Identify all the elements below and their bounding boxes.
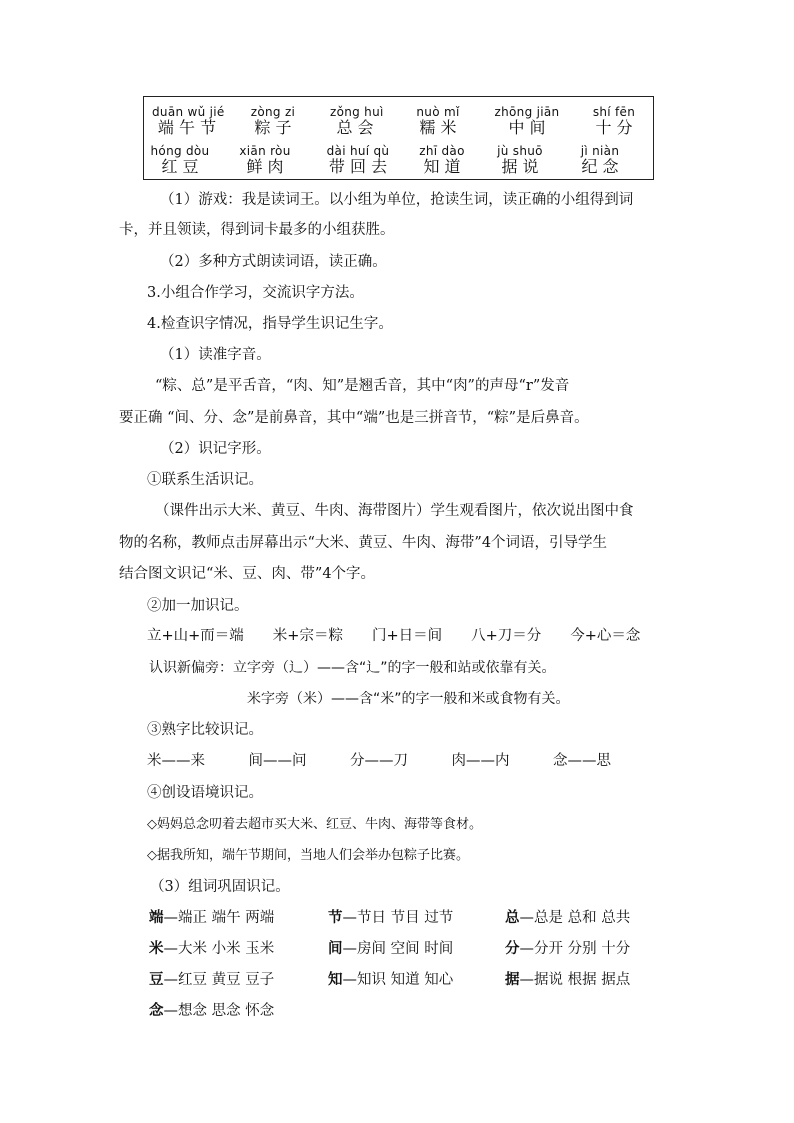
pinyin: dài huí qù bbox=[326, 144, 390, 158]
hanzi: 粽 子 bbox=[254, 118, 292, 137]
vocab-word bbox=[586, 105, 642, 137]
hanzi: 纪 念 bbox=[581, 157, 619, 176]
group-char: 间 bbox=[328, 941, 343, 957]
vocab-word bbox=[413, 105, 463, 137]
paragraph-line: 立+山+而＝端 米+宗＝粽 门+日＝间 八+刀＝分 今+心＝念 bbox=[147, 628, 641, 644]
vocab-word bbox=[152, 105, 225, 137]
paragraph-line: 结合图文识记“米、豆、肉、带”4个字。 bbox=[119, 566, 376, 582]
word-group bbox=[328, 939, 453, 959]
word-group bbox=[149, 908, 274, 928]
hanzi: 红 豆 bbox=[161, 157, 199, 176]
paragraph-line: 物的名称，教师点击屏幕出示“大米、黄豆、牛肉、海带”4个词语，引导学生 bbox=[119, 535, 608, 551]
group-char: 分 bbox=[505, 941, 520, 957]
vocab-word bbox=[487, 105, 567, 137]
paragraph-line: ①联系生活识记。 bbox=[147, 472, 263, 488]
group-char: 总 bbox=[505, 910, 520, 926]
group-words: —节日 节目 过节 bbox=[342, 910, 454, 926]
group-words: —红豆 黄豆 豆子 bbox=[163, 972, 275, 988]
paragraph-line: （2）多种方式朗读词语，读正确。 bbox=[160, 254, 387, 270]
paragraph-line: 米字旁（⽶）——含“⽶”的字一般和米或食物有关。 bbox=[247, 691, 570, 707]
hanzi: 端 午 节 bbox=[157, 118, 217, 137]
pinyin: zòng zi bbox=[250, 105, 296, 119]
group-words: —知识 知道 知心 bbox=[342, 972, 454, 988]
pinyin: hóng dòu bbox=[150, 144, 210, 158]
pinyin: shí fēn bbox=[592, 105, 636, 119]
group-char: 据 bbox=[505, 972, 520, 988]
group-words: —房间 空间 时间 bbox=[342, 941, 454, 957]
pinyin: duān wǔ jié bbox=[152, 105, 225, 119]
pinyin: zhōng jiān bbox=[494, 105, 560, 119]
paragraph-line: 认识新偏旁：立字旁（⻌）——含“⻌”的字一般和站或依靠有关。 bbox=[149, 660, 556, 676]
hanzi: 十 分 bbox=[595, 118, 633, 137]
paragraph-line: （1）读准字音。 bbox=[160, 347, 271, 363]
hanzi: 据 说 bbox=[501, 157, 539, 176]
word-group bbox=[505, 908, 630, 928]
vocab-word bbox=[232, 144, 298, 176]
group-char: 端 bbox=[149, 910, 164, 926]
paragraph-line: “粽、总”是平舌音，“肉、知”是翘舌音，其中“肉”的声母“r”发音 bbox=[155, 378, 570, 394]
vocab-word bbox=[490, 144, 550, 176]
paragraph-line: 卡，并且领读，得到词卡最多的小组获胜。 bbox=[119, 222, 395, 238]
vocabulary-box bbox=[143, 96, 654, 180]
group-char: 念 bbox=[149, 1003, 164, 1019]
group-char: 节 bbox=[328, 910, 343, 926]
hanzi: 带 回 去 bbox=[328, 157, 388, 176]
vocab-word bbox=[318, 144, 398, 176]
word-group bbox=[328, 908, 453, 928]
group-words: —分开 分别 十分 bbox=[519, 941, 631, 957]
paragraph-line: 要正确 “间、分、念”是前鼻音，其中“端”也是三拼音节，“粽”是后鼻音。 bbox=[119, 410, 589, 426]
hanzi: 鲜 肉 bbox=[246, 157, 284, 176]
paragraph-line: ④创设语境识记。 bbox=[147, 785, 263, 801]
group-words: —想念 思念 怀念 bbox=[163, 1003, 275, 1019]
group-words: —大米 小米 玉米 bbox=[163, 941, 275, 957]
paragraph-line: ②加一加识记。 bbox=[147, 598, 249, 614]
paragraph-line: （课件出示大米、黄豆、牛肉、海带图片）学生观看图片，依次说出图中食 bbox=[155, 503, 634, 519]
hanzi: 糯 米 bbox=[419, 118, 457, 137]
pinyin: nuò mǐ bbox=[416, 105, 460, 119]
word-group bbox=[505, 970, 630, 990]
vocab-word bbox=[414, 144, 470, 176]
word-group bbox=[149, 970, 274, 990]
pinyin: xiān ròu bbox=[239, 144, 291, 158]
group-words: —总是 总和 总共 bbox=[519, 910, 631, 926]
paragraph-line: 3.小组合作学习，交流识字方法。 bbox=[147, 285, 364, 301]
group-words: —据说 根据 据点 bbox=[519, 972, 631, 988]
word-group bbox=[149, 939, 274, 959]
hanzi: 总 会 bbox=[336, 118, 374, 137]
group-char: 知 bbox=[328, 972, 343, 988]
paragraph-line: （3）组词巩固识记。 bbox=[150, 879, 290, 895]
group-words: —端正 端午 两端 bbox=[163, 910, 275, 926]
example-sentence: ◇据我所知，端午节期间，当地人们会举办包粽子比赛。 bbox=[147, 848, 469, 863]
vocab-word bbox=[248, 105, 298, 137]
example-sentence: ◇妈妈总念叨着去超市买大米、红豆、牛肉、海带等食材。 bbox=[147, 817, 482, 832]
word-group bbox=[149, 1001, 274, 1021]
pinyin: jì niàn bbox=[580, 144, 620, 158]
vocab-word bbox=[330, 105, 384, 137]
hanzi: 知 道 bbox=[423, 157, 461, 176]
vocab-word bbox=[150, 144, 210, 176]
hanzi: 中 间 bbox=[508, 118, 546, 137]
vocab-word bbox=[570, 144, 630, 176]
paragraph-line: （2）识记字形。 bbox=[160, 441, 271, 457]
paragraph-line: ③熟字比较识记。 bbox=[147, 722, 263, 738]
group-char: 米 bbox=[149, 941, 164, 957]
group-char: 豆 bbox=[149, 972, 164, 988]
word-group bbox=[505, 939, 630, 959]
pinyin: zǒng huì bbox=[330, 105, 384, 119]
paragraph-line: 米——来 间——问 分——刀 肉——内 念——思 bbox=[147, 753, 611, 769]
word-group bbox=[328, 970, 453, 990]
pinyin: zhī dào bbox=[419, 144, 465, 158]
paragraph-line: （1）游戏：我是读词王。以小组为单位，抢读生词，读正确的小组得到词 bbox=[160, 192, 634, 208]
pinyin: jù shuō bbox=[497, 144, 543, 158]
paragraph-line: 4.检查识字情况，指导学生识记生字。 bbox=[147, 316, 393, 332]
